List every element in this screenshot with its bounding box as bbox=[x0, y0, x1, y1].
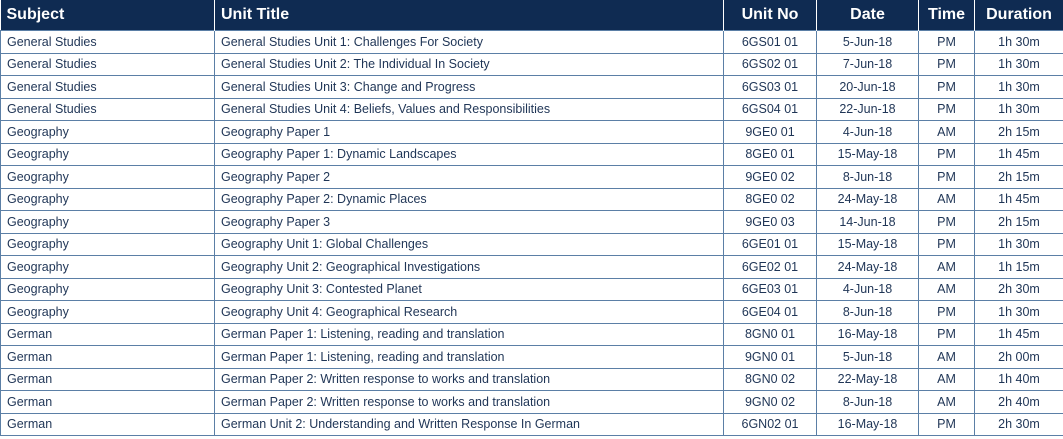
cell-time: PM bbox=[919, 166, 975, 189]
table-row bbox=[1, 121, 1063, 144]
cell-unit-no: 6GE01 01 bbox=[724, 233, 817, 256]
cell-unit-title: Geography Unit 2: Geographical Investigations bbox=[215, 256, 724, 279]
header-row bbox=[1, 0, 1063, 31]
cell-duration: 1h 30m bbox=[975, 233, 1063, 256]
cell-unit-title: German Paper 2: Written response to works and translation bbox=[215, 391, 724, 414]
cell-time: PM bbox=[919, 76, 975, 99]
table-row bbox=[1, 98, 1063, 121]
cell-unit-no: 9GE0 01 bbox=[724, 121, 817, 144]
cell-subject: German bbox=[1, 323, 215, 346]
cell-unit-no: 8GN0 01 bbox=[724, 323, 817, 346]
table-row bbox=[1, 233, 1063, 256]
cell-duration: 1h 45m bbox=[975, 188, 1063, 211]
cell-duration: 1h 15m bbox=[975, 256, 1063, 279]
cell-unit-no: 8GE0 02 bbox=[724, 188, 817, 211]
cell-subject: Geography bbox=[1, 278, 215, 301]
cell-subject: Geography bbox=[1, 121, 215, 144]
cell-time: AM bbox=[919, 368, 975, 391]
cell-date: 16-May-18 bbox=[817, 323, 919, 346]
cell-time: PM bbox=[919, 233, 975, 256]
cell-date: 8-Jun-18 bbox=[817, 301, 919, 324]
column-header-unit-no: Unit No bbox=[724, 0, 817, 31]
cell-duration: 1h 30m bbox=[975, 31, 1063, 54]
cell-duration: 1h 30m bbox=[975, 301, 1063, 324]
cell-unit-title: German Paper 1: Listening, reading and translation bbox=[215, 346, 724, 369]
cell-time: PM bbox=[919, 301, 975, 324]
cell-unit-title: German Paper 2: Written response to works and translation bbox=[215, 368, 724, 391]
cell-unit-title: Geography Unit 1: Global Challenges bbox=[215, 233, 724, 256]
cell-duration: 2h 15m bbox=[975, 166, 1063, 189]
table-row bbox=[1, 143, 1063, 166]
cell-unit-title: German Paper 1: Listening, reading and translation bbox=[215, 323, 724, 346]
cell-duration: 1h 40m bbox=[975, 368, 1063, 391]
table-row bbox=[1, 301, 1063, 324]
cell-time: PM bbox=[919, 31, 975, 54]
cell-subject: German bbox=[1, 391, 215, 414]
cell-subject: Geography bbox=[1, 301, 215, 324]
table-row bbox=[1, 211, 1063, 234]
cell-date: 24-May-18 bbox=[817, 256, 919, 279]
cell-unit-title: General Studies Unit 2: The Individual In Society bbox=[215, 53, 724, 76]
cell-date: 20-Jun-18 bbox=[817, 76, 919, 99]
cell-subject: Geography bbox=[1, 256, 215, 279]
table-row bbox=[1, 346, 1063, 369]
table-row bbox=[1, 368, 1063, 391]
cell-subject: Geography bbox=[1, 166, 215, 189]
table-row bbox=[1, 391, 1063, 414]
cell-unit-no: 6GN02 01 bbox=[724, 413, 817, 436]
cell-duration: 1h 45m bbox=[975, 323, 1063, 346]
cell-subject: General Studies bbox=[1, 98, 215, 121]
cell-date: 15-May-18 bbox=[817, 143, 919, 166]
table-row bbox=[1, 31, 1063, 54]
cell-subject: General Studies bbox=[1, 31, 215, 54]
cell-subject: Geography bbox=[1, 211, 215, 234]
cell-date: 22-Jun-18 bbox=[817, 98, 919, 121]
cell-date: 7-Jun-18 bbox=[817, 53, 919, 76]
cell-subject: German bbox=[1, 413, 215, 436]
table-row bbox=[1, 413, 1063, 436]
cell-unit-no: 9GN0 01 bbox=[724, 346, 817, 369]
cell-subject: German bbox=[1, 346, 215, 369]
cell-subject: Geography bbox=[1, 143, 215, 166]
cell-duration: 2h 30m bbox=[975, 278, 1063, 301]
cell-date: 5-Jun-18 bbox=[817, 31, 919, 54]
cell-duration: 1h 30m bbox=[975, 98, 1063, 121]
cell-unit-title: Geography Unit 3: Contested Planet bbox=[215, 278, 724, 301]
column-header-time: Time bbox=[919, 0, 975, 31]
column-header-date: Date bbox=[817, 0, 919, 31]
cell-subject: Geography bbox=[1, 188, 215, 211]
cell-unit-title: General Studies Unit 4: Beliefs, Values and Responsibilities bbox=[215, 98, 724, 121]
cell-duration: 2h 15m bbox=[975, 211, 1063, 234]
cell-unit-no: 6GS04 01 bbox=[724, 98, 817, 121]
table-row bbox=[1, 323, 1063, 346]
cell-unit-title: Geography Paper 1 bbox=[215, 121, 724, 144]
cell-time: PM bbox=[919, 413, 975, 436]
cell-time: AM bbox=[919, 391, 975, 414]
cell-date: 15-May-18 bbox=[817, 233, 919, 256]
cell-time: PM bbox=[919, 323, 975, 346]
cell-subject: General Studies bbox=[1, 76, 215, 99]
cell-unit-title: German Unit 2: Understanding and Written Response In German bbox=[215, 413, 724, 436]
cell-unit-no: 6GE03 01 bbox=[724, 278, 817, 301]
cell-duration: 2h 15m bbox=[975, 121, 1063, 144]
cell-date: 4-Jun-18 bbox=[817, 121, 919, 144]
cell-date: 4-Jun-18 bbox=[817, 278, 919, 301]
cell-time: PM bbox=[919, 143, 975, 166]
cell-time: AM bbox=[919, 188, 975, 211]
cell-date: 24-May-18 bbox=[817, 188, 919, 211]
cell-unit-title: Geography Paper 2 bbox=[215, 166, 724, 189]
cell-unit-title: Geography Paper 2: Dynamic Places bbox=[215, 188, 724, 211]
cell-time: AM bbox=[919, 121, 975, 144]
cell-time: PM bbox=[919, 98, 975, 121]
column-header-unit-title: Unit Title bbox=[215, 0, 724, 31]
table-row bbox=[1, 278, 1063, 301]
cell-time: AM bbox=[919, 346, 975, 369]
cell-time: PM bbox=[919, 53, 975, 76]
cell-duration: 1h 30m bbox=[975, 76, 1063, 99]
cell-unit-title: Geography Paper 3 bbox=[215, 211, 724, 234]
cell-time: AM bbox=[919, 256, 975, 279]
table-row bbox=[1, 188, 1063, 211]
cell-unit-no: 9GN0 02 bbox=[724, 391, 817, 414]
cell-unit-title: General Studies Unit 3: Change and Progress bbox=[215, 76, 724, 99]
cell-subject: German bbox=[1, 368, 215, 391]
cell-duration: 2h 40m bbox=[975, 391, 1063, 414]
cell-unit-no: 6GE04 01 bbox=[724, 301, 817, 324]
cell-unit-no: 6GS01 01 bbox=[724, 31, 817, 54]
cell-subject: General Studies bbox=[1, 53, 215, 76]
cell-date: 22-May-18 bbox=[817, 368, 919, 391]
cell-date: 14-Jun-18 bbox=[817, 211, 919, 234]
cell-duration: 1h 45m bbox=[975, 143, 1063, 166]
cell-unit-no: 6GE02 01 bbox=[724, 256, 817, 279]
table-body bbox=[1, 31, 1063, 436]
cell-date: 8-Jun-18 bbox=[817, 391, 919, 414]
table-row bbox=[1, 53, 1063, 76]
cell-unit-title: General Studies Unit 1: Challenges For Society bbox=[215, 31, 724, 54]
cell-unit-no: 9GE0 03 bbox=[724, 211, 817, 234]
cell-unit-no: 6GS02 01 bbox=[724, 53, 817, 76]
cell-unit-title: Geography Paper 1: Dynamic Landscapes bbox=[215, 143, 724, 166]
cell-date: 16-May-18 bbox=[817, 413, 919, 436]
column-header-subject: Subject bbox=[1, 0, 215, 31]
cell-unit-no: 8GE0 01 bbox=[724, 143, 817, 166]
table-row bbox=[1, 166, 1063, 189]
cell-unit-no: 9GE0 02 bbox=[724, 166, 817, 189]
cell-duration: 1h 30m bbox=[975, 53, 1063, 76]
cell-unit-no: 6GS03 01 bbox=[724, 76, 817, 99]
cell-time: AM bbox=[919, 278, 975, 301]
cell-duration: 2h 30m bbox=[975, 413, 1063, 436]
cell-date: 5-Jun-18 bbox=[817, 346, 919, 369]
cell-subject: Geography bbox=[1, 233, 215, 256]
cell-time: PM bbox=[919, 211, 975, 234]
column-header-duration: Duration bbox=[975, 0, 1063, 31]
cell-unit-title: Geography Unit 4: Geographical Research bbox=[215, 301, 724, 324]
cell-date: 8-Jun-18 bbox=[817, 166, 919, 189]
cell-duration: 2h 00m bbox=[975, 346, 1063, 369]
table-row bbox=[1, 76, 1063, 99]
cell-unit-no: 8GN0 02 bbox=[724, 368, 817, 391]
table-row bbox=[1, 256, 1063, 279]
